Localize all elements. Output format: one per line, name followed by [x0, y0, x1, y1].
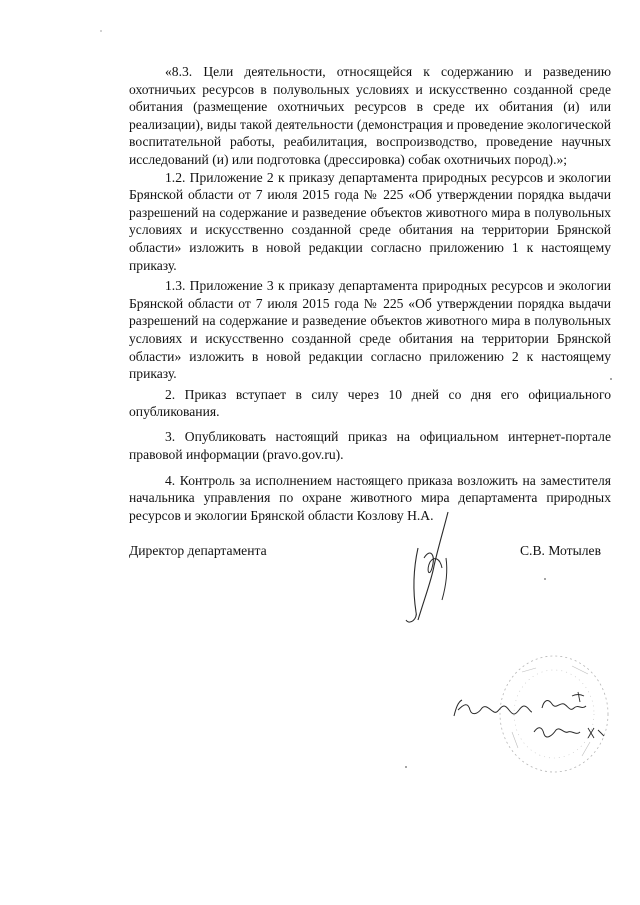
paragraph-3: 3. Опубликовать настоящий приказ на официальном интернет-портале правовой информации (pravo.gov.ru).	[129, 428, 611, 462]
handwritten-note	[448, 680, 608, 760]
scan-speck	[100, 30, 102, 32]
handwritten-signature	[396, 508, 466, 628]
scan-speck	[405, 766, 407, 768]
scan-speck	[610, 378, 612, 380]
signatory-position: Директор департамента	[129, 543, 267, 558]
paragraph-1-2: 1.2. Приложение 2 к приказу департамента природных ресурсов и экологии Брянской области от 7 июля 2015 года № 225 «Об утверждении порядка выдачи разрешений на содержание и разведение объектов животного мира в полувольных условиях и искусственно созданной среде обитания на территории Брянской области» изложить в новой редакции согласно приложению 1 к настоящему приказу.	[129, 169, 611, 273]
signatory-name: С.В. Мотылев	[519, 543, 601, 558]
scan-speck	[544, 578, 546, 580]
signature-block	[129, 543, 601, 559]
paragraph-4: 4. Контроль за исполнением настоящего приказа возложить на заместителя начальника управления по охране животного мира департамента природных ресурсов и экологии Брянской области Козлову Н.А.	[129, 472, 611, 524]
document-body	[129, 63, 611, 525]
paragraph-8-3: «8.3. Цели деятельности, относящейся к содержанию и разведению охотничьих ресурсов в полувольных условиях и искусственно созданной среде обитания (размещение охотничьих ресурсов в среде их обитания (и) или реализации), виды такой деятельности (демонстрация и проведение экологической воспитательной работы, реабилитация, воспроизводство, проведение научных исследований (и) или подготовка (дрессировка) собак охотничьих пород).»;	[129, 64, 611, 167]
paragraph-1-3: 1.3. Приложение 3 к приказу департамента природных ресурсов и экологии Брянской области от 7 июля 2015 года № 225 «Об утверждении порядка выдачи разрешений на содержание и разведение объектов животного мира в полувольных условиях и искусственно созданной среде обитания на территории Брянской области» изложить в новой редакции согласно приложению 2 к настоящему приказу.	[129, 278, 611, 382]
paragraph-2: 2. Приказ вступает в силу через 10 дней со дня его официального опубликования.	[129, 386, 611, 420]
